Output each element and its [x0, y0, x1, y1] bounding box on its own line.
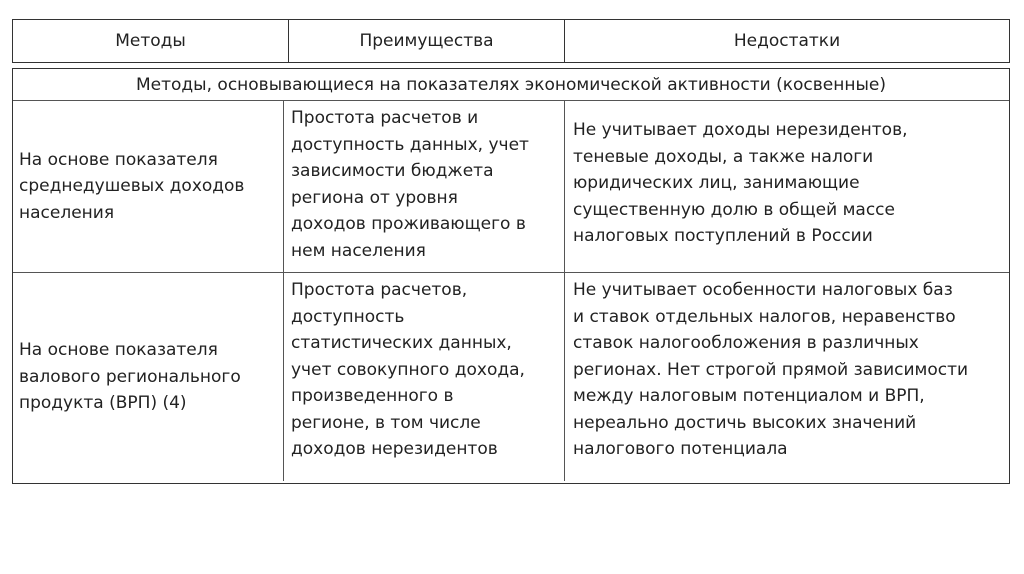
method-text: На основе показателя валового регионального продукта (ВРП) (4): [19, 340, 241, 414]
table-row: [13, 273, 1009, 481]
advantages-cell: [284, 273, 565, 481]
advantages-text: Простота расчетов, доступность статистических данных, учет совокупного дохода, произведенного в регионе, в том числе доходов нерезидентов: [291, 280, 525, 459]
method-text: На основе показателя среднедушевых доходов населения: [19, 149, 245, 223]
advantages-cell: [284, 101, 565, 272]
header-methods: Методы: [13, 20, 289, 62]
disadvantages-text: Не учитывает доходы нерезидентов, теневые доходы, а также налоги юридических лиц, занимающие существенную долю в общей массе налоговых поступлений в России: [573, 120, 908, 246]
method-cell: [13, 273, 284, 481]
disadvantages-cell: [565, 101, 1009, 272]
header-table: [12, 19, 1010, 63]
header-disadvantages: Недостатки: [733, 31, 841, 51]
section-title: Методы, основывающиеся на показателях экономической активности (косвенные): [13, 69, 1009, 101]
methods-table: [12, 68, 1010, 484]
header-advantages: Преимущества: [289, 20, 565, 62]
table-row: [13, 101, 1009, 273]
disadvantages-text: Не учитывает особенности налоговых баз и ставок отдельных налогов, неравенство ставок налогообложения в различных регионах. Нет строгой прямой зависимости между налоговым потенциалом и ВРП, нереально достичь высоких значений налогового потенциала: [573, 280, 969, 459]
method-cell: [13, 101, 284, 272]
advantages-text: Простота расчетов и доступность данных, учет зависимости бюджета региона от уровня доходов проживающего в нем населения: [291, 108, 529, 261]
disadvantages-cell: [565, 273, 1009, 481]
